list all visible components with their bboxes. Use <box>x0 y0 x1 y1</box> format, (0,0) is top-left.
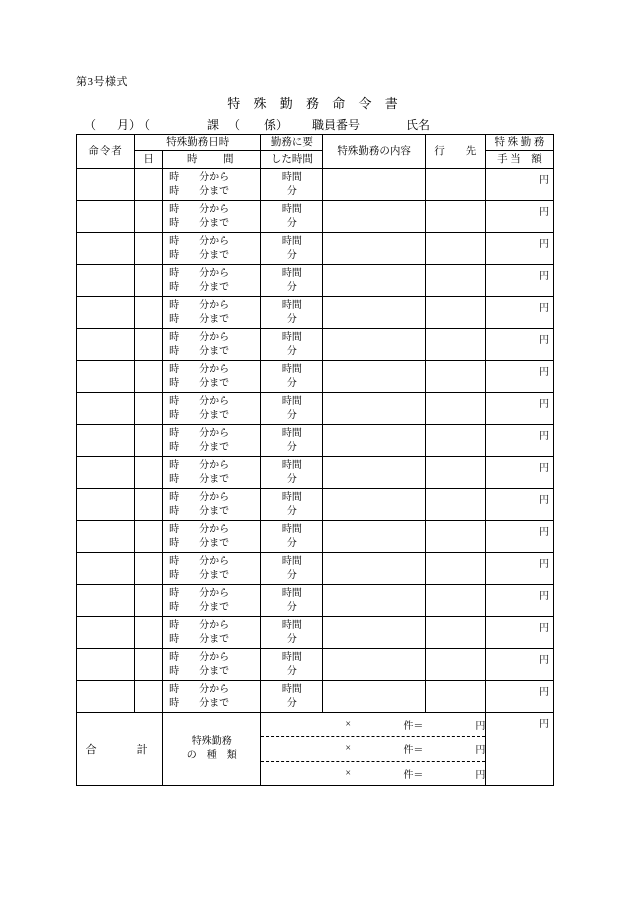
cell-duration[interactable]: 時間 分 <box>261 361 323 393</box>
cell-content[interactable] <box>323 169 425 201</box>
cell-day[interactable] <box>135 393 163 425</box>
header-allowance-2: 手 当 額 <box>485 151 553 169</box>
cell-content[interactable] <box>323 393 425 425</box>
cell-allowance[interactable] <box>485 233 553 265</box>
table-row <box>77 489 554 521</box>
cell-allowance[interactable] <box>485 681 553 713</box>
cell-duration[interactable]: 時間 分 <box>261 617 323 649</box>
table-row <box>77 521 554 553</box>
cell-commander[interactable] <box>77 585 135 617</box>
cell-commander[interactable] <box>77 617 135 649</box>
calc-yen-label: 円 <box>475 721 486 733</box>
cell-content[interactable] <box>323 233 425 265</box>
cell-commander[interactable] <box>77 649 135 681</box>
cell-content[interactable] <box>323 521 425 553</box>
cell-time-range[interactable]: 時 分から 時 分まで <box>163 649 261 681</box>
table-row <box>77 649 554 681</box>
header-required-time-2: した時間 <box>261 151 323 169</box>
cell-content[interactable] <box>323 297 425 329</box>
cell-time-range[interactable]: 時 分から 時 分まで <box>163 681 261 713</box>
cell-commander[interactable] <box>77 297 135 329</box>
yen-label: 円 <box>539 655 549 666</box>
cell-destination[interactable] <box>425 393 485 425</box>
cell-duration[interactable]: 時間 分 <box>261 233 323 265</box>
cell-content[interactable] <box>323 329 425 361</box>
cell-time-range[interactable]: 時 分から 時 分まで <box>163 361 261 393</box>
cell-duration[interactable]: 時間 分 <box>261 425 323 457</box>
yen-label: 円 <box>539 719 549 730</box>
table-row <box>77 553 554 585</box>
cell-allowance[interactable] <box>485 201 553 233</box>
cell-duration[interactable]: 時間 分 <box>261 201 323 233</box>
cell-destination[interactable] <box>425 297 485 329</box>
cell-content[interactable] <box>323 201 425 233</box>
cell-commander[interactable] <box>77 361 135 393</box>
cell-destination[interactable] <box>425 329 485 361</box>
cell-allowance[interactable] <box>485 553 553 585</box>
header-hour-minute: 時 間 <box>163 151 261 169</box>
yen-label: 円 <box>539 559 549 570</box>
yen-label: 円 <box>539 495 549 506</box>
cell-day[interactable] <box>135 329 163 361</box>
yen-label: 円 <box>539 527 549 538</box>
table-row <box>77 361 554 393</box>
cell-content[interactable] <box>323 553 425 585</box>
cell-allowance[interactable] <box>485 169 553 201</box>
cell-commander[interactable] <box>77 489 135 521</box>
cell-allowance[interactable] <box>485 649 553 681</box>
table-row <box>77 681 554 713</box>
cell-commander[interactable] <box>77 521 135 553</box>
cell-day[interactable] <box>135 201 163 233</box>
cell-allowance[interactable] <box>485 329 553 361</box>
cell-content[interactable] <box>323 681 425 713</box>
cell-allowance[interactable] <box>485 617 553 649</box>
cell-allowance[interactable] <box>485 265 553 297</box>
yen-label: 円 <box>539 431 549 442</box>
cell-content[interactable] <box>323 585 425 617</box>
table-header-row-1 <box>77 135 554 151</box>
cell-day[interactable] <box>135 169 163 201</box>
cell-commander[interactable] <box>77 553 135 585</box>
cell-destination[interactable] <box>425 425 485 457</box>
cell-destination[interactable] <box>425 489 485 521</box>
cell-day[interactable] <box>135 489 163 521</box>
cell-duration[interactable]: 時間 分 <box>261 553 323 585</box>
table-row <box>77 297 554 329</box>
cell-allowance[interactable] <box>485 521 553 553</box>
calc-multiply: × <box>345 767 351 779</box>
cell-allowance[interactable] <box>485 489 553 521</box>
calc-line[interactable] <box>261 713 484 737</box>
yen-label: 円 <box>539 175 549 186</box>
table-row <box>77 265 554 297</box>
cell-time-range[interactable]: 時 分から 時 分まで <box>163 425 261 457</box>
work-kind-label: 特殊勤務 の 種 類 <box>163 713 261 786</box>
cell-duration[interactable]: 時間 分 <box>261 681 323 713</box>
cell-duration[interactable]: 時間 分 <box>261 521 323 553</box>
cell-time-range[interactable]: 時 分から 時 分まで <box>163 329 261 361</box>
cell-allowance[interactable] <box>485 457 553 489</box>
cell-time-range[interactable]: 時 分から 時 分まで <box>163 553 261 585</box>
cell-content[interactable] <box>323 649 425 681</box>
page-title: 特 殊 勤 務 命 令 書 <box>227 96 403 111</box>
cell-duration[interactable]: 時間 分 <box>261 329 323 361</box>
cell-destination[interactable] <box>425 169 485 201</box>
table-row <box>77 233 554 265</box>
cell-duration[interactable]: 時間 分 <box>261 585 323 617</box>
cell-commander[interactable] <box>77 681 135 713</box>
cell-time-range[interactable]: 時 分から 時 分まで <box>163 489 261 521</box>
cell-duration[interactable]: 時間 分 <box>261 297 323 329</box>
table-row <box>77 201 554 233</box>
header-day: 日 <box>135 151 163 169</box>
cell-day[interactable] <box>135 521 163 553</box>
calc-line[interactable] <box>261 737 484 761</box>
cell-time-range[interactable]: 時 分から 時 分まで <box>163 585 261 617</box>
cell-commander[interactable] <box>77 425 135 457</box>
cell-allowance[interactable] <box>485 297 553 329</box>
cell-allowance[interactable] <box>485 393 553 425</box>
cell-commander[interactable] <box>77 393 135 425</box>
cell-destination[interactable] <box>425 649 485 681</box>
cell-day[interactable] <box>135 585 163 617</box>
cell-commander[interactable] <box>77 265 135 297</box>
calc-line[interactable] <box>261 762 484 785</box>
calc-count-label: 件＝ <box>403 769 424 781</box>
calc-yen-label: 円 <box>475 769 486 781</box>
calc-yen-label: 円 <box>475 745 486 757</box>
meta-kakari: 係） <box>264 118 289 132</box>
cell-commander[interactable] <box>77 233 135 265</box>
table-row <box>77 457 554 489</box>
yen-label: 円 <box>539 687 549 698</box>
yen-label: 円 <box>539 399 549 410</box>
header-allowance-1: 特 殊 勤 務 <box>485 135 553 151</box>
meta-name: 氏名 <box>406 118 431 132</box>
total-allowance[interactable] <box>485 713 553 786</box>
cell-time-range[interactable]: 時 分から 時 分まで <box>163 169 261 201</box>
cell-commander[interactable] <box>77 457 135 489</box>
table-row <box>77 169 554 201</box>
meta-row <box>76 116 554 132</box>
cell-content[interactable] <box>323 489 425 521</box>
yen-label: 円 <box>539 239 549 250</box>
cell-day[interactable] <box>135 265 163 297</box>
cell-destination[interactable] <box>425 521 485 553</box>
cell-destination[interactable] <box>425 457 485 489</box>
header-destination: 行 先 <box>425 135 485 169</box>
calc-block[interactable] <box>261 713 485 786</box>
cell-day[interactable] <box>135 361 163 393</box>
cell-allowance[interactable] <box>485 585 553 617</box>
header-work-datetime: 特殊勤務日時 <box>135 135 261 151</box>
cell-destination[interactable] <box>425 585 485 617</box>
calc-count-label: 件＝ <box>403 745 424 757</box>
total-row <box>77 713 554 786</box>
work-order-table <box>76 134 554 786</box>
cell-destination[interactable] <box>425 617 485 649</box>
cell-content[interactable] <box>323 425 425 457</box>
yen-label: 円 <box>539 463 549 474</box>
cell-time-range[interactable]: 時 分から 時 分まで <box>163 457 261 489</box>
cell-content[interactable] <box>323 361 425 393</box>
cell-content[interactable] <box>323 265 425 297</box>
cell-time-range[interactable]: 時 分から 時 分まで <box>163 521 261 553</box>
cell-time-range[interactable]: 時 分から 時 分まで <box>163 393 261 425</box>
meta-employee-number: 職員番号 <box>312 118 361 132</box>
cell-destination[interactable] <box>425 201 485 233</box>
cell-day[interactable] <box>135 617 163 649</box>
cell-destination[interactable] <box>425 681 485 713</box>
cell-duration[interactable]: 時間 分 <box>261 265 323 297</box>
calc-multiply: × <box>345 719 351 731</box>
cell-allowance[interactable] <box>485 425 553 457</box>
meta-ka: 課 <box>207 118 220 132</box>
cell-commander[interactable] <box>77 169 135 201</box>
yen-label: 円 <box>539 591 549 602</box>
cell-time-range[interactable]: 時 分から 時 分まで <box>163 201 261 233</box>
meta-paren-open-1: （ <box>84 118 97 132</box>
table-row <box>77 329 554 361</box>
cell-commander[interactable] <box>77 201 135 233</box>
header-required-time-1: 勤務に要 <box>261 135 323 151</box>
cell-day[interactable] <box>135 649 163 681</box>
table-row <box>77 617 554 649</box>
calc-count-label: 件＝ <box>403 721 424 733</box>
cell-destination[interactable] <box>425 233 485 265</box>
cell-time-range[interactable]: 時 分から 時 分まで <box>163 265 261 297</box>
calc-multiply: × <box>345 743 351 755</box>
cell-duration[interactable]: 時間 分 <box>261 457 323 489</box>
cell-destination[interactable] <box>425 265 485 297</box>
yen-label: 円 <box>539 271 549 282</box>
meta-month: 月） <box>117 118 142 132</box>
cell-day[interactable] <box>135 457 163 489</box>
form-number: 第3号様式 <box>76 76 128 88</box>
yen-label: 円 <box>539 623 549 634</box>
meta-paren-open-2: （ <box>138 118 151 132</box>
table-row <box>77 585 554 617</box>
cell-duration[interactable]: 時間 分 <box>261 649 323 681</box>
cell-day[interactable] <box>135 233 163 265</box>
table-row <box>77 393 554 425</box>
yen-label: 円 <box>539 335 549 346</box>
header-content: 特殊勤務の内容 <box>323 135 425 169</box>
meta-paren-open-3: （ <box>228 118 241 132</box>
cell-destination[interactable] <box>425 361 485 393</box>
cell-content[interactable] <box>323 457 425 489</box>
cell-duration[interactable]: 時間 分 <box>261 169 323 201</box>
cell-day[interactable] <box>135 297 163 329</box>
yen-label: 円 <box>539 303 549 314</box>
cell-duration[interactable]: 時間 分 <box>261 393 323 425</box>
yen-label: 円 <box>539 367 549 378</box>
table-row <box>77 425 554 457</box>
cell-time-range[interactable]: 時 分から 時 分まで <box>163 233 261 265</box>
cell-day[interactable] <box>135 425 163 457</box>
cell-commander[interactable] <box>77 329 135 361</box>
cell-time-range[interactable]: 時 分から 時 分まで <box>163 297 261 329</box>
cell-day[interactable] <box>135 681 163 713</box>
cell-destination[interactable] <box>425 553 485 585</box>
cell-day[interactable] <box>135 553 163 585</box>
cell-allowance[interactable] <box>485 361 553 393</box>
cell-duration[interactable]: 時間 分 <box>261 489 323 521</box>
yen-label: 円 <box>539 207 549 218</box>
total-label: 合 計 <box>77 713 163 786</box>
header-commander: 命令者 <box>77 135 135 169</box>
cell-time-range[interactable]: 時 分から 時 分まで <box>163 617 261 649</box>
cell-content[interactable] <box>323 617 425 649</box>
